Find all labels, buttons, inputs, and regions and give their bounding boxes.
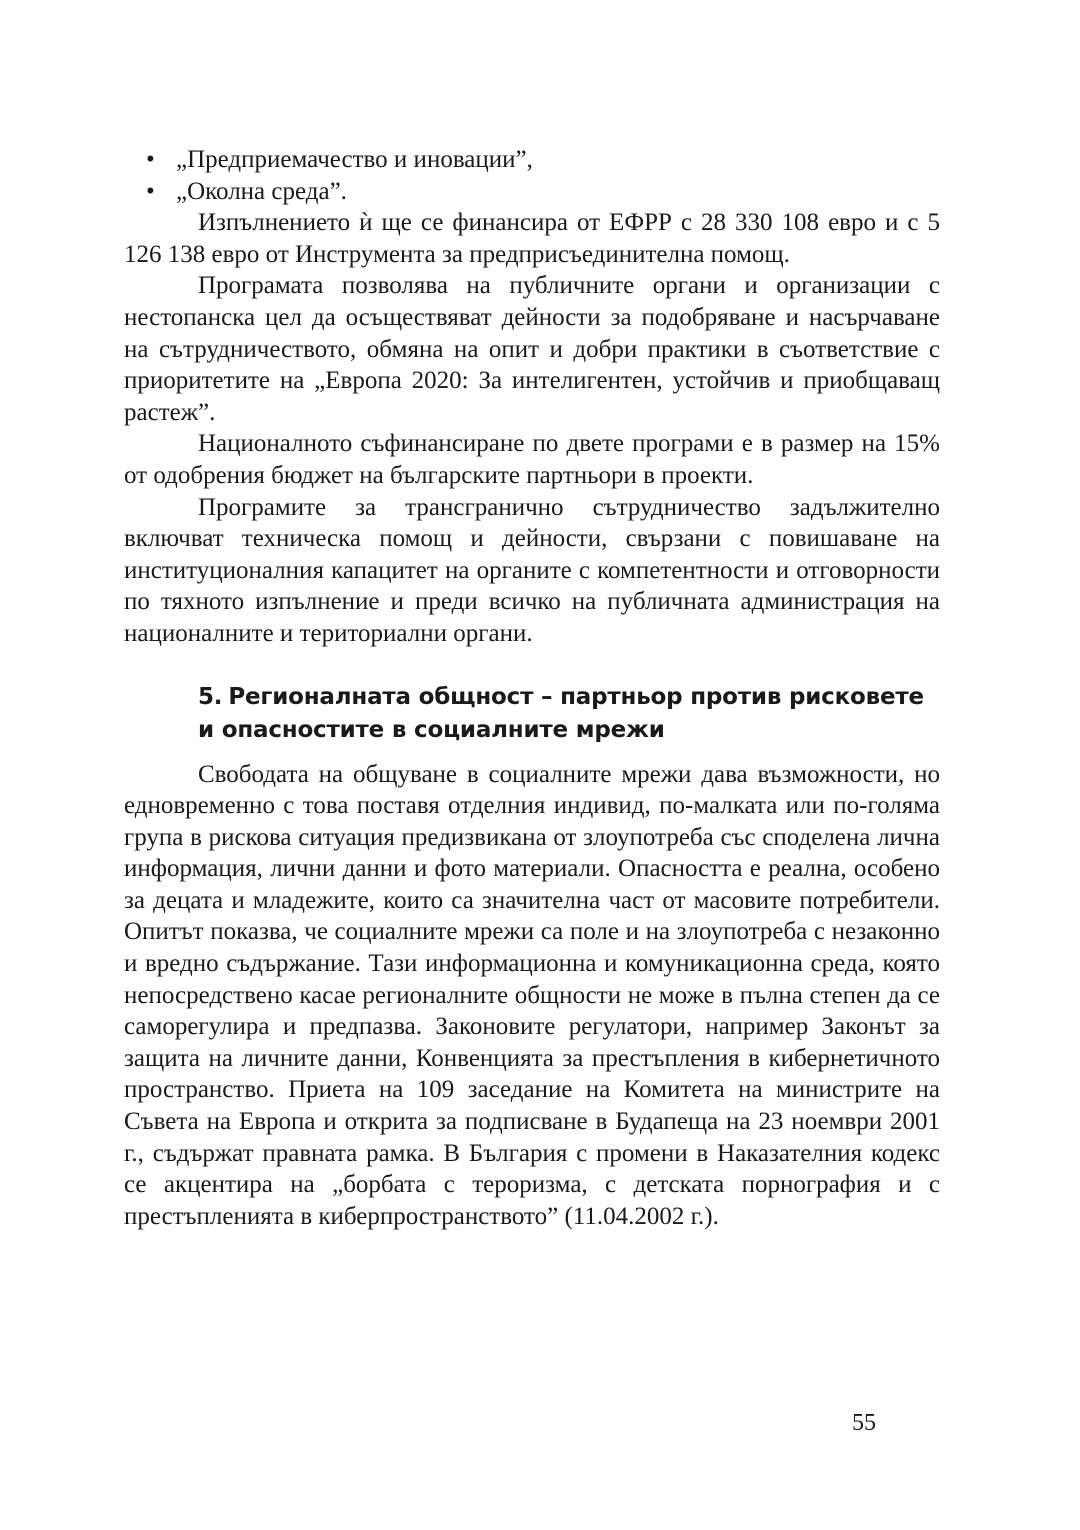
bullet-icon: • xyxy=(146,146,155,173)
section-number: 5. xyxy=(198,683,223,710)
paragraph: Програмата позволява на публичните органи и организации с нестопанска цел да осъществяват дейности за подобряване и насърчаване на сътрудничеството, обмяна на опит и добри практики в съответствие с приоритетите на „Европа 2020: За интелигентен, устойчив и приобщаващ растеж”. xyxy=(124,272,940,426)
bullet-list xyxy=(146,144,940,207)
bullet-item xyxy=(146,176,940,208)
bullet-item xyxy=(146,144,940,176)
bullet-text: „Околна среда”. xyxy=(176,177,347,205)
section-heading xyxy=(198,681,940,747)
paragraph: Програмите за трансгранично сътрудничество задължително включват техническа помощ и дейности, свързани с повишаване на институционалния капацитет на органите с компетентности и отговорности по тяхното изпълнение и преди всичко на публичната администрация на националните и териториални органи. xyxy=(124,493,940,647)
paragraph: Свободата на общуване в социалните мрежи дава възможности, но едновременно с това поставя отделния индивид, по-малката или по-голяма група в рискова ситуация предизвикана от злоупотреба със споделена лична информация, лични данни и фото материали. Опасността е реална, особено за децата и младежите, които са значителна част от масовите потребители. Опитът показва, че социалните мрежи са поле и на злоупотреба с незаконно и вредно съдържание. Тази информационна и комуникационна среда, която непосредствено касае регионалните общности не може в пълна степен да се саморегулира и предпазва. Законовите регулатори, например Законът за защита на личните данни, Конвенцията за престъпления в кибернетичното пространство. Приета на 109 заседание на Комитета на министрите на Съвета на Европа и открита за подписване в Будапеща на 23 ноември 2001 г., съдържат правната рамка. В България с промени в Наказателния кодекс се акцентира на „борбата с тероризма, с детската порнография и с престъпленията в киберпространството” (11.04.2002 г.). xyxy=(124,760,940,1230)
page-number: 55 xyxy=(852,1410,876,1436)
bullet-icon: • xyxy=(146,177,155,205)
section-title: Регионалната общност – партньор против рисковете и опасностите в социалните мрежи xyxy=(198,683,924,743)
paragraph: Националното съфинансиране по двете програми е в размер на 15% от одобрения бюджет на българските партньори в проекти. xyxy=(124,430,940,489)
bullet-text: „Предприемачество и иновации”, xyxy=(176,146,533,173)
paragraph: Изпълнението ѝ ще се финансира от ЕФРР с 28 330 108 евро и с 5 126 138 евро от Инструмента за предприсъединителна помощ. xyxy=(124,209,940,268)
page-body xyxy=(124,144,940,1232)
